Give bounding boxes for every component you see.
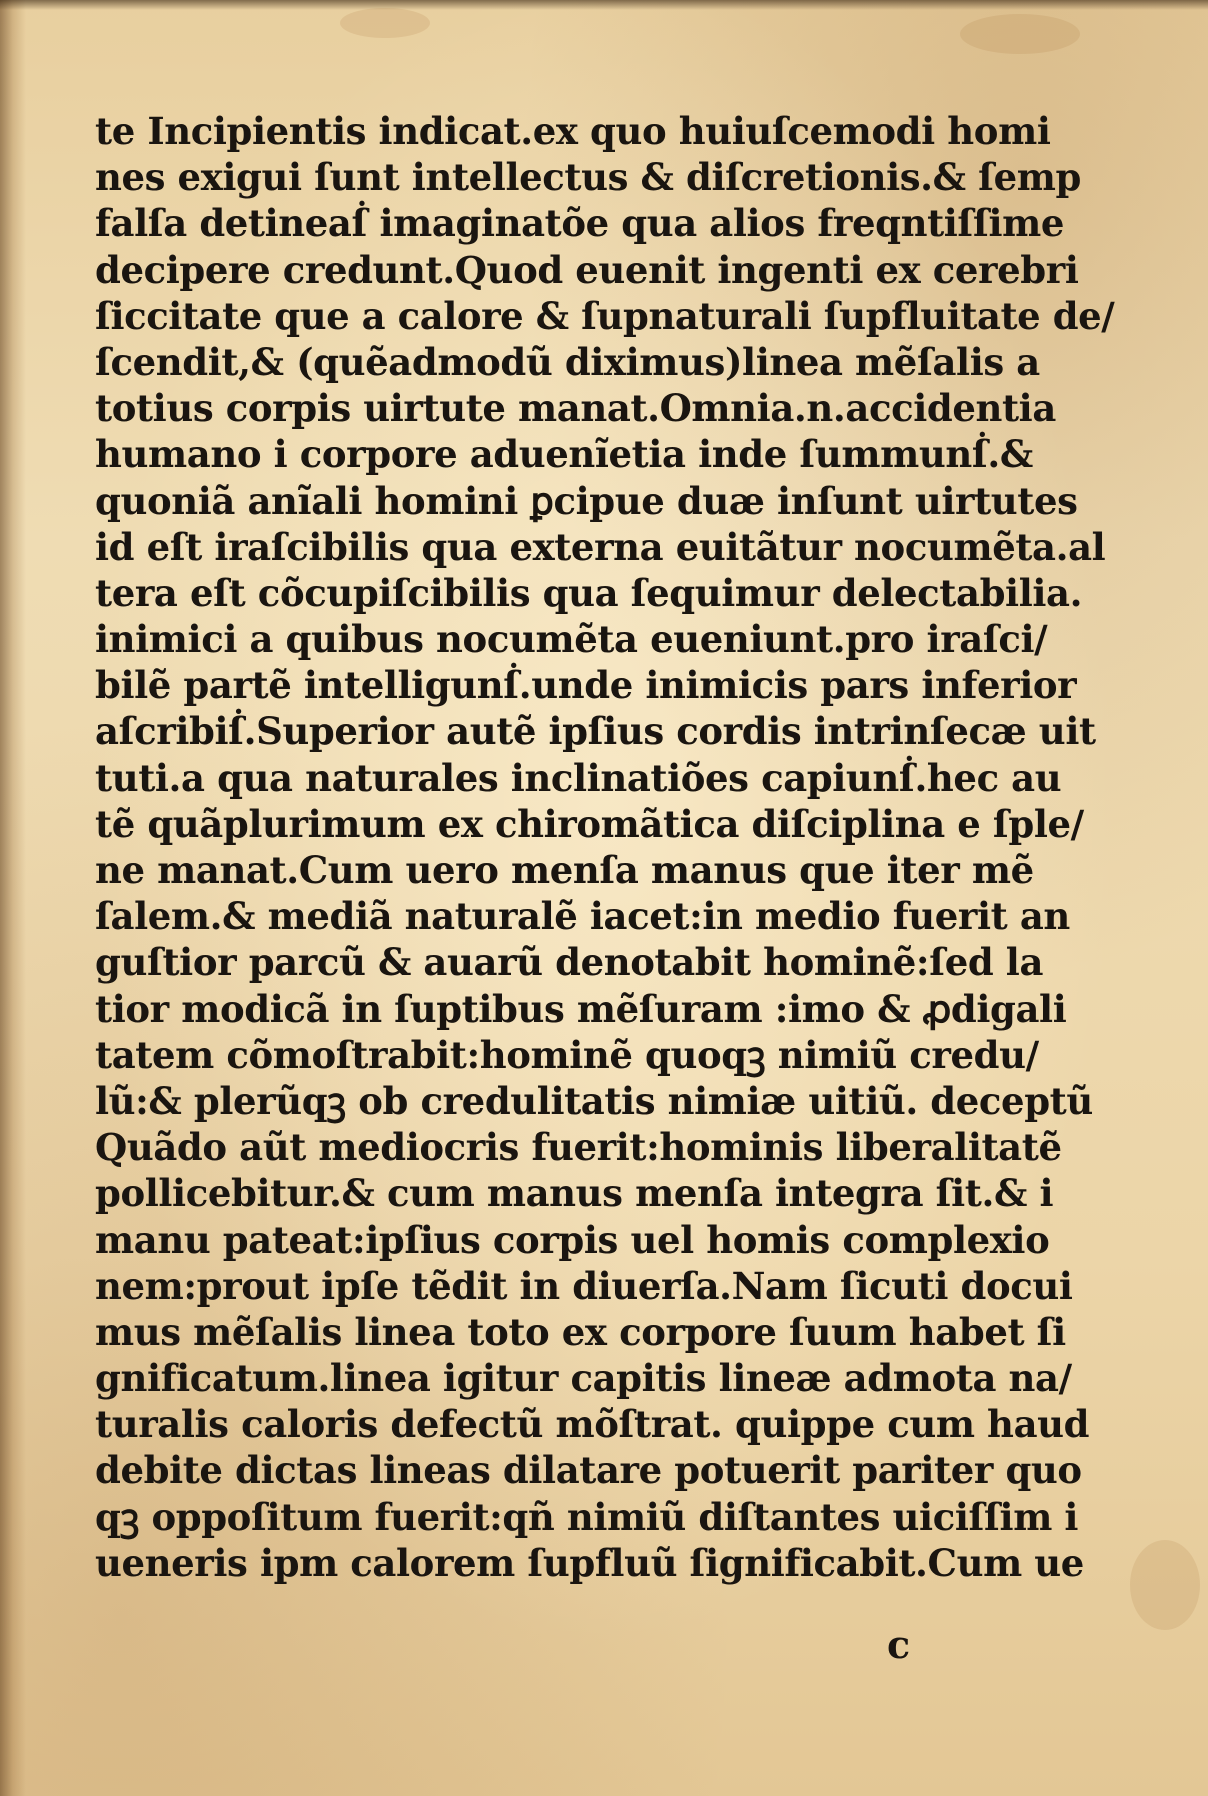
text-line: inimici a quibus nocumẽta eueniunt.pro iraſci/ (95, 617, 1048, 662)
text-line: qꝫ oppoſitum fuerit:qñ nimiũ diſtantes uiciſſim i (95, 1494, 1079, 1539)
text-line: tuti.a qua naturales inclinatiões capiunẛ.hec au (95, 755, 1062, 800)
text-line: guſtior parcũ & auarũ denotabit hominẽ:ſed la (95, 940, 1044, 985)
text-line: mus mẽſalis linea toto ex corpore ſuum habet ſi (95, 1309, 1066, 1354)
body-text (95, 108, 1115, 1586)
text-line: id eſt iraſcibilis qua externa euitãtur nocumẽta.al (95, 524, 1106, 569)
text-line: ſiccitate que a calore & ſupnaturali ſupfluitate de/ (95, 293, 1115, 338)
text-line: ne manat.Cum uero menſa manus que iter mẽ (95, 848, 1034, 892)
text-line: te Incipientis indicat.ex quo huiuſcemodi homi (95, 109, 1051, 153)
page-top-edge (0, 0, 1208, 10)
text-line: nem:prout ipſe tẽdit in diuerſa.Nam ſicuti docui (95, 1263, 1073, 1308)
text-line: bilẽ partẽ intelligunẛ.unde inimicis pars inferior (95, 663, 1077, 708)
paper-stain (960, 14, 1080, 54)
text-line: tatem cõmoſtrabit:hominẽ quoqꝫ nimiũ credu/ (95, 1032, 1039, 1077)
text-line: aſcribiẛ.Superior autẽ ipſius cordis intrinſecæ uit (95, 709, 1096, 754)
text-line: tera eſt cõcupiſcibilis qua ſequimur delectabilia. (95, 570, 1083, 615)
text-line: quoniã anĩali homini ꝑcipue duæ inſunt uirtutes (95, 478, 1078, 523)
text-line: manu pateat:ipſius corpis uel homis complexio (95, 1217, 1050, 1262)
text-line: turalis caloris defectũ mõſtrat. quippe cum haud (95, 1402, 1090, 1447)
binding-shadow (0, 0, 26, 1796)
text-line: totius corpis uirtute manat.Omnia.n.accidentia (95, 386, 1056, 431)
text-line: nes exigui ſunt intellectus & diſcretionis.& ſemp (95, 155, 1082, 200)
paper-stain (1130, 1540, 1200, 1630)
text-line: pollicebitur.& cum manus menſa integra ſit.& i (95, 1171, 1054, 1216)
text-line: gnificatum.linea igitur capitis lineæ admota na/ (95, 1356, 1072, 1401)
text-line: tior modicã in ſuptibus mẽſuram :imo & ꝓdigali (95, 986, 1067, 1031)
text-line: debite dictas lineas dilatare potuerit pariter quo (95, 1448, 1082, 1493)
text-line: lũ:& plerũqꝫ ob credulitatis nimiæ uitiũ. deceptũ (95, 1078, 1093, 1123)
text-line: ueneris ipm calorem ſupfluũ ſignificabit.Cum ue (95, 1540, 1084, 1585)
signature-mark: c (887, 1622, 911, 1667)
text-line: decipere credunt.Quod euenit ingenti ex cerebri (95, 247, 1079, 292)
text-line: Quãdo aũt mediocris fuerit:hominis liberalitatẽ (95, 1125, 1062, 1170)
text-line: humano i corpore aduenĩetia inde ſummunẛ.& (95, 432, 1033, 477)
text-line: falſa detineaẛ imaginatõe qua alios freqntiſſime (95, 201, 1065, 246)
paper-stain (340, 8, 430, 38)
text-line: ſcendit,& (quẽadmodũ diximus)linea mẽſalis a (95, 339, 1040, 384)
text-line: tẽ quãplurimum ex chiromãtica diſciplina e ſple/ (95, 801, 1084, 846)
text-line: ſalem.& mediã naturalẽ iacet:in medio fuerit an (95, 894, 1070, 939)
